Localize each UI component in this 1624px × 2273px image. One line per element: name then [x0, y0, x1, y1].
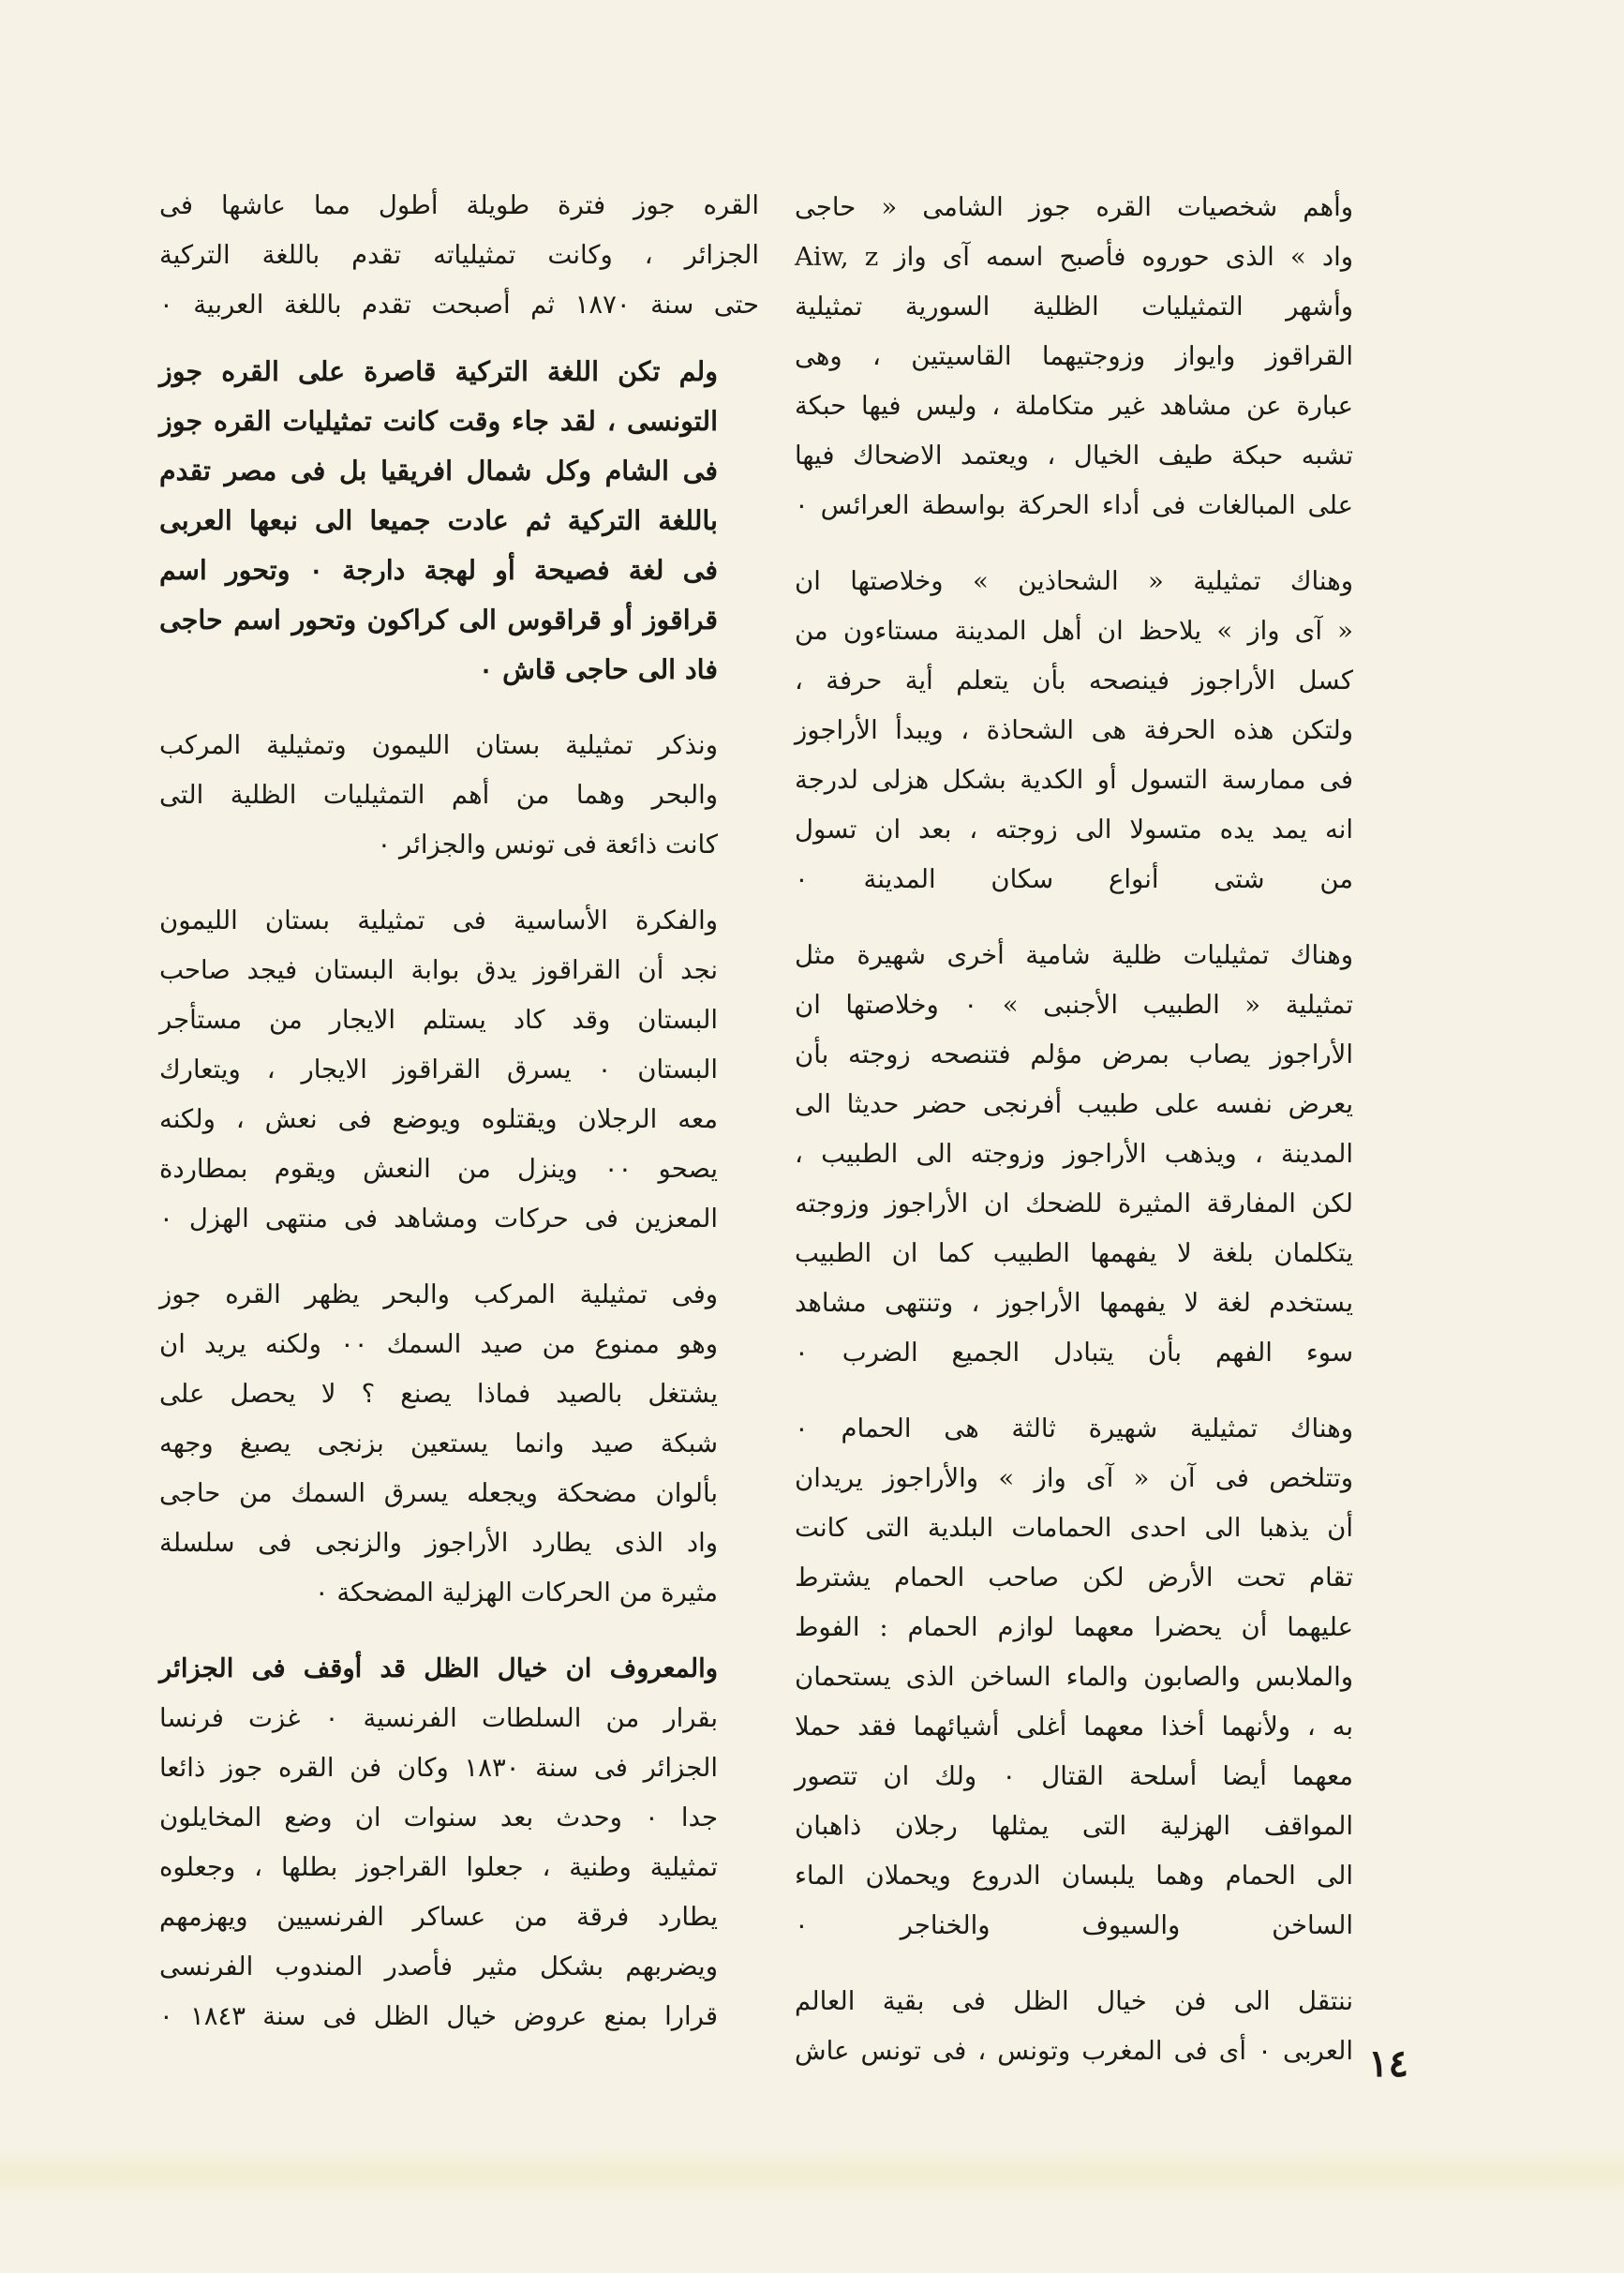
text-line: عليهما أن يحضرا معهما لوازم الحمام : الفوط: [795, 1612, 1353, 1642]
text-line: تشبه حبكة طيف الخيال ، ويعتمد الاضحاك فيها: [795, 441, 1353, 471]
paragraph: [159, 896, 759, 1244]
text-line: المواقف الهزلية التى يمثلها رجلان ذاهبان: [795, 1811, 1353, 1841]
text-line: لكن المفارقة المثيرة للضحك ان الأراجوز وزوجته: [795, 1189, 1353, 1219]
text-line: من شتى أنواع سكان المدينة ٠: [795, 864, 1353, 894]
text-line: تمثيلية « الطبيب الأجنبى » ٠ وخلاصتها ان: [795, 990, 1354, 1020]
text-line: يطارد فرقة من عساكر الفرنسيين ويهزمهم: [159, 1902, 718, 1932]
text-line: وفى تمثيلية المركب والبحر يظهر القره جوز: [159, 1279, 718, 1309]
text-line: وأشهر التمثيليات الظلية السورية تمثيلية: [795, 292, 1353, 322]
paragraph: [795, 1977, 1394, 2076]
text-line: وهناك تمثيلية « الشحاذين » وخلاصتها ان: [795, 566, 1353, 596]
paragraph: [795, 557, 1394, 905]
paper-stain: [0, 2146, 1624, 2203]
text-line: يتكلمان بلغة لا يفهمها الطبيب كما ان الطبيب: [795, 1238, 1353, 1268]
text-line: ويضربهم بشكل مثير فأصدر المندوب الفرنسى: [159, 1951, 718, 1981]
page-number: ١٤: [1368, 2041, 1408, 2086]
text-line: كسل الأراجوز فينصحه بأن يتعلم أية حرفة ،: [795, 665, 1353, 695]
text-line: الساخن والسيوف والخناجر ٠: [795, 1910, 1353, 1940]
text-line: فى لغة فصيحة أو لهجة دارجة ٠ وتحور اسم: [159, 554, 718, 586]
text-line: عبارة عن مشاهد غير متكاملة ، وليس فيها حبكة: [795, 391, 1353, 421]
text-line: وتتلخص فى آن « آى واز » والأراجوز يريدان: [795, 1463, 1353, 1493]
text-line: قرارا بمنع عروض خيال الظل فى سنة ١٨٤٣ ٠: [159, 2001, 718, 2031]
text-line: المعزين فى حركات ومشاهد فى منتهى الهزل ٠: [159, 1204, 718, 1234]
text-line: فى الشام وكل شمال افريقيا بل فى مصر تقدم: [159, 455, 718, 486]
text-line: والمعروف ان خيال الظل قد أوقف فى الجزائر: [159, 1653, 718, 1683]
text-line: الأراجوز يصاب بمرض مؤلم فتنصحه زوجته بأن: [795, 1039, 1353, 1069]
text-line: بقرار من السلطات الفرنسية ٠ غزت فرنسا: [159, 1703, 718, 1733]
text-line: جدا ٠ وحدث بعد سنوات ان وضع المخايلون: [159, 1802, 718, 1832]
text-line: يعرض نفسه على طبيب أفرنجى حضر حديثا الى: [795, 1089, 1353, 1119]
text-line: « آى واز » يلاحظ ان أهل المدينة مستاءون من: [795, 616, 1353, 646]
text-line: باللغة التركية ثم عادت جميعا الى نبعها العربى: [159, 504, 718, 536]
text-line: انه يمد يده متسولا الى زوجته ، بعد ان تسول: [795, 815, 1353, 845]
text-line: القراقوز وايواز وزوجتيهما القاسيتين ، وهى: [795, 341, 1353, 371]
text-line: والبحر وهما من أهم التمثيليات الظلية التى: [159, 780, 718, 810]
text-line: الجزائر فى سنة ١٨٣٠ وكان فن القره جوز ذائعا: [159, 1753, 718, 1783]
text-line: واد الذى يطارد الأراجوز والزنجى فى سلسلة: [159, 1528, 718, 1558]
text-line: يصحو ٠٠ وينزل من النعش ويقوم بمطاردة: [159, 1154, 719, 1184]
text-line: ولم تكن اللغة التركية قاصرة على القره جوز: [159, 355, 718, 387]
text-line: على المبالغات فى أداء الحركة بواسطة العرائس ٠: [795, 490, 1353, 520]
bold-paragraph: [159, 347, 759, 695]
text-line: الى الحمام وهما يلبسان الدروع ويحملان الماء: [795, 1861, 1353, 1891]
text-line: الجزائر ، وكانت تمثيلياته تقدم باللغة التركية: [159, 240, 759, 270]
text-line: معهما أيضا أسلحة القتال ٠ ولك ان تتصور: [795, 1761, 1354, 1791]
text-line: كانت ذائعة فى تونس والجزائر ٠: [377, 830, 718, 860]
text-line: واد » الذى حوروه فأصبح اسمه آى واز Aiw, z: [795, 242, 1353, 272]
text-line: وهو ممنوع من صيد السمك ٠٠ ولكنه يريد ان: [159, 1329, 718, 1359]
text-line: معه الرجلان ويقتلوه ويوضع فى نعش ، ولكنه: [159, 1104, 718, 1134]
text-line: ولتكن هذه الحرفة هى الشحاذة ، ويبدأ الأراجوز: [795, 715, 1353, 745]
paragraph: [159, 1644, 759, 2041]
text-line: ننتقل الى فن خيال الظل فى بقية العالم: [795, 1986, 1353, 2016]
text-line: حتى سنة ١٨٧٠ ثم أصبحت تقدم باللغة العربية ٠: [159, 290, 760, 320]
text-line: تمثيلية وطنية ، جعلوا القراجوز بطلها ، وجعلوه: [159, 1852, 718, 1882]
text-line: البستان وقد كاد يستلم الايجار من مستأجر: [159, 1005, 718, 1035]
text-line: ونذكر تمثيلية بستان الليمون وتمثيلية المركب: [159, 730, 718, 760]
paragraph: [159, 721, 759, 870]
text-line: سوء الفهم بأن يتبادل الجميع الضرب ٠: [795, 1338, 1353, 1368]
text-line: يشتغل بالصيد فماذا يصنع ؟ لا يحصل على: [159, 1379, 718, 1409]
paragraph: [159, 1270, 759, 1618]
text-line: وهناك تمثيلية شهيرة ثالثة هى الحمام ٠: [795, 1413, 1353, 1443]
text-line: فى ممارسة التسول أو الكدية بشكل هزلى لدرجة: [795, 765, 1353, 795]
text-line: وأهم شخصيات القره جوز الشامى « حاجى: [795, 192, 1353, 222]
text-line: وهناك تمثيليات ظلية شامية أخرى شهيرة مثل: [795, 940, 1353, 970]
text-line: بألوان مضحكة ويجعله يسرق السمك من حاجى: [159, 1478, 718, 1508]
text-line: مثيرة من الحركات الهزلية المضحكة ٠: [314, 1578, 718, 1608]
right-column: [795, 183, 1394, 2102]
text-line: شبكة صيد وانما يستعين بزنجى يصبغ وجهه: [159, 1428, 718, 1458]
text-line: أن يذهبا الى احدى الحمامات البلدية التى كانت: [795, 1513, 1353, 1543]
text-line: المدينة ، ويذهب الأراجوز وزوجته الى الطبيب ،: [795, 1139, 1353, 1169]
paragraph: [159, 181, 759, 330]
text-line: تقام تحت الأرض لكن صاحب الحمام يشترط: [795, 1563, 1353, 1593]
text-line: البستان ٠ يسرق القراقوز الايجار ، ويتعارك: [159, 1054, 719, 1084]
text-line: التونسى ، لقد جاء وقت كانت تمثيليات القره جوز: [159, 405, 718, 437]
text-line: قراقوز أو قراقوس الى كراكون وتحور اسم حاجى: [159, 604, 718, 636]
text-line: به ، ولأنهما أخذا معهما أغلى أشيائهما فقد حملا: [795, 1712, 1353, 1742]
text-line: والفكرة الأساسية فى تمثيلية بستان الليمون: [159, 905, 718, 935]
text-line: والملابس والصابون والماء الساخن الذى يستحمان: [795, 1662, 1353, 1692]
text-line: نجد أن القراقوز يدق بوابة البستان فيجد صاحب: [159, 955, 718, 985]
text-line: يستخدم لغة لا يفهمها الأراجوز ، وتنتهى مشاهد: [795, 1288, 1353, 1318]
paragraph: [795, 931, 1394, 1378]
paragraph: [795, 183, 1394, 531]
paragraph: [795, 1404, 1394, 1951]
text-line: العربى ٠ أى فى المغرب وتونس ، فى تونس عاش: [795, 2036, 1354, 2066]
left-column: [159, 181, 759, 2068]
text-line: القره جوز فترة طويلة أطول مما عاشها فى: [159, 190, 759, 220]
text-line: فاد الى حاجى قاش ٠: [478, 653, 718, 685]
